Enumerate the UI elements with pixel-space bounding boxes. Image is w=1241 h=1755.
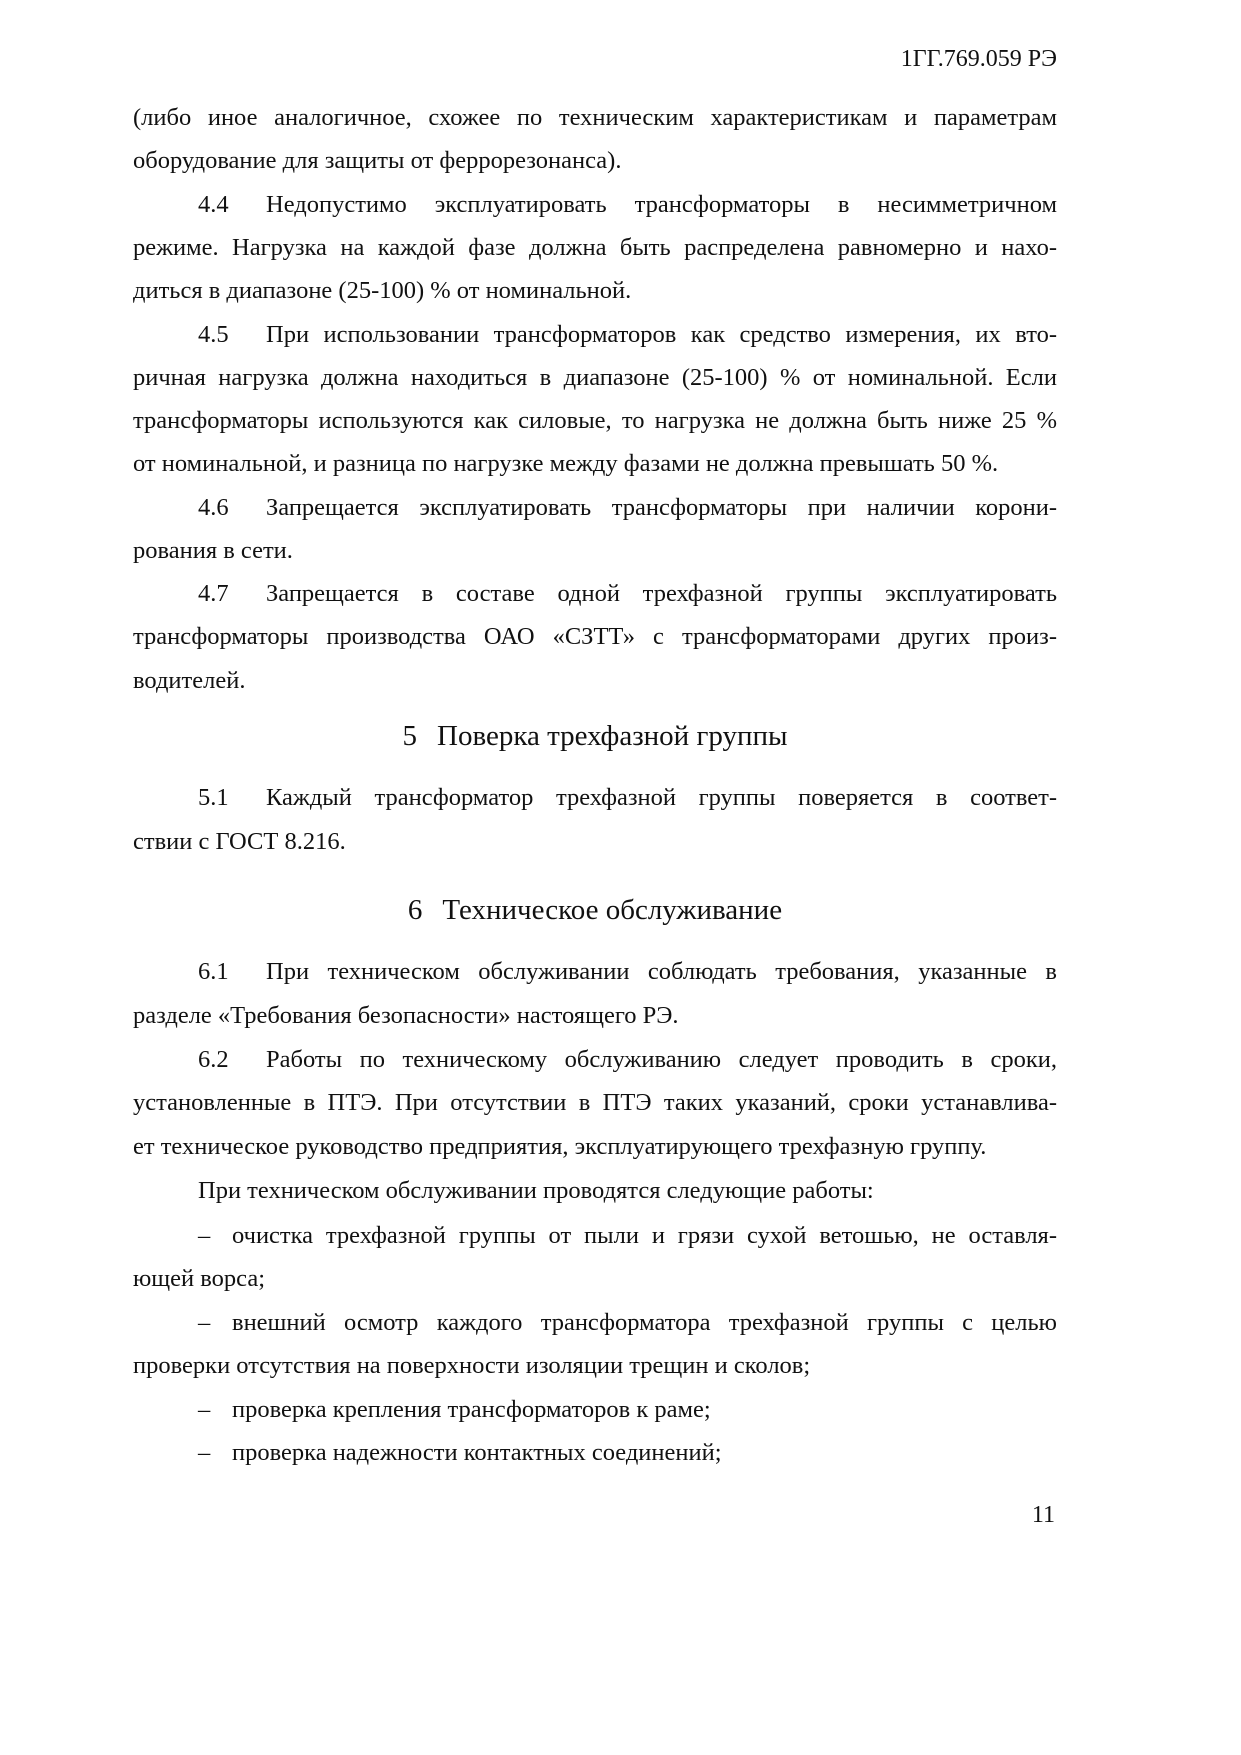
text-line: диться в диапазоне (25-100) % от номинальной. xyxy=(133,277,632,304)
text-line: ющей ворса; xyxy=(133,1265,266,1292)
clause-number: 4.4 xyxy=(198,191,229,218)
text-line: (либо иное аналогичное, схожее по техническим характеристикам и параметрам xyxy=(133,104,1057,131)
text-line: Недопустимо эксплуатировать трансформаторы в несимметричном xyxy=(266,191,1057,218)
text-line: При техническом обслуживании соблюдать требования, указанные в xyxy=(266,958,1057,985)
section-heading-6 xyxy=(133,892,1057,928)
text-line: Каждый трансформатор трехфазной группы поверяется в соответ- xyxy=(266,784,1057,811)
text-line: проверка надежности контактных соединений; xyxy=(232,1439,722,1466)
paragraph-6-2-first-line xyxy=(198,1045,1057,1075)
text-line: трансформаторы производства ОАО «СЗТТ» с трансформаторами других произ- xyxy=(133,623,1057,650)
text-line: Работы по техническому обслуживанию следует проводить в сроки, xyxy=(266,1046,1057,1073)
paragraph-4-6-first-line xyxy=(198,493,1057,523)
list-item-first-line xyxy=(198,1221,1057,1251)
text-line: от номинальной, и разница по нагрузке между фазами не должна превышать 50 %. xyxy=(133,450,999,477)
dash-bullet: – xyxy=(198,1396,211,1423)
text-line: режиме. Нагрузка на каждой фазе должна быть распределена равномерно и нахо- xyxy=(133,234,1057,261)
dash-bullet: – xyxy=(198,1309,211,1336)
dash-bullet: – xyxy=(198,1222,211,1249)
paragraph-6-1-first-line xyxy=(198,957,1057,987)
text-line: трансформаторы используются как силовые, то нагрузка не должна быть ниже 25 % xyxy=(133,407,1057,434)
page-number: 11 xyxy=(1031,1502,1055,1528)
clause-number: 4.6 xyxy=(198,494,229,521)
paragraph-4-7-first-line xyxy=(198,579,1057,609)
text-line: очистка трехфазной группы от пыли и грязи сухой ветошью, не оставля- xyxy=(232,1222,1057,1249)
text-line: Запрещается в составе одной трехфазной группы эксплуатировать xyxy=(266,580,1057,607)
text-line: ричная нагрузка должна находиться в диапазоне (25-100) % от номинальной. Если xyxy=(133,364,1057,391)
section-title: Поверка трехфазной группы xyxy=(437,720,788,752)
document-code: 1ГГ.769.059 РЭ xyxy=(900,46,1057,72)
text-line: ет техническое руководство предприятия, эксплуатирующего трехфазную группу. xyxy=(133,1133,987,1160)
text-line: водителей. xyxy=(133,667,246,694)
text-line: проверки отсутствия на поверхности изоляции трещин и сколов; xyxy=(133,1352,811,1379)
text-line: Запрещается эксплуатировать трансформаторы при наличии корони- xyxy=(266,494,1057,521)
section-title: Техническое обслуживание xyxy=(442,894,783,926)
section-number: 5 xyxy=(402,720,418,752)
text-line: При использовании трансформаторов как средство измерения, их вто- xyxy=(266,321,1057,348)
list-item xyxy=(198,1395,1057,1425)
text-line: проверка крепления трансформаторов к раме; xyxy=(232,1396,711,1423)
text-line: установленные в ПТЭ. При отсутствии в ПТЭ таких указаний, сроки устанавлива- xyxy=(133,1089,1057,1116)
paragraph-4-4-first-line xyxy=(198,190,1057,220)
clause-number: 4.7 xyxy=(198,580,229,607)
clause-number: 5.1 xyxy=(198,784,229,811)
dash-bullet: – xyxy=(198,1439,211,1466)
text-line: внешний осмотр каждого трансформатора трехфазной группы с целью xyxy=(232,1309,1057,1336)
clause-number: 6.1 xyxy=(198,958,229,985)
section-number: 6 xyxy=(407,894,423,926)
list-item-first-line xyxy=(198,1308,1057,1338)
clause-number: 4.5 xyxy=(198,321,229,348)
works-intro: При техническом обслуживании проводятся следующие работы: xyxy=(198,1177,874,1204)
clause-number: 6.2 xyxy=(198,1046,229,1073)
paragraph-4-5-first-line xyxy=(198,320,1057,350)
text-line: ствии с ГОСТ 8.216. xyxy=(133,828,346,855)
text-line: разделе «Требования безопасности» настоящего РЭ. xyxy=(133,1002,679,1029)
text-line: оборудование для защиты от феррорезонанса). xyxy=(133,147,622,174)
text-line: рования в сети. xyxy=(133,537,293,564)
paragraph-5-1-first-line xyxy=(198,783,1057,813)
section-heading-5 xyxy=(133,718,1057,754)
list-item xyxy=(198,1438,1057,1468)
